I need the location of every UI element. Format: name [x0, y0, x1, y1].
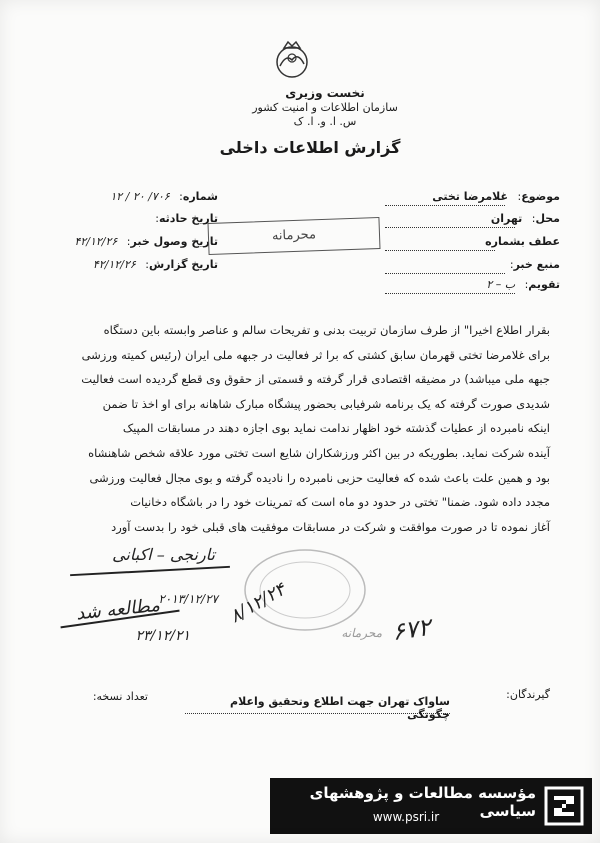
field-label: عطف بشماره — [485, 235, 560, 248]
field-value: ب – ۲ — [486, 278, 516, 291]
body-line: آغاز نموده تا در صورت موافقت و شرکت در مسابقات موفقیت های قبلی خود را بدست آورد — [111, 519, 550, 534]
psri-logo-icon — [544, 786, 584, 826]
header-line-1: نخست وزیری — [285, 86, 365, 100]
field-value: ۴۲/۱۲/۲۶ — [92, 258, 136, 271]
signature-stroke — [70, 566, 230, 576]
recipients-label-cell: گیرندگان: — [506, 688, 550, 701]
field-evaluation: تقویم: ب – ۲ — [486, 278, 560, 291]
field-value: ۴۲/۱۲/۲۶ — [74, 235, 118, 248]
handwritten-note-4: ۲۳/۱۲/۲۱ — [135, 628, 190, 644]
handwritten-note-1: تارنجی – اکبانی — [112, 545, 215, 564]
watermark-background — [270, 778, 592, 834]
field-incident-date: تاریخ حادثه: — [155, 212, 218, 225]
field-underline — [385, 205, 505, 207]
body-line: بقرار اطلاع اخیرا" از طرف سازمان تربیت بدنی و تفریحات سالم و عناصر وابسته باین دستگاه — [103, 323, 550, 337]
handwritten-note-5: مطالعه شد — [75, 594, 161, 625]
handwritten-note-3: ۸/۱۲/۲۴ — [226, 578, 290, 628]
watermark-name: مؤسسه مطالعات و پژوهشهای سیاسی — [309, 784, 536, 820]
field-underline — [385, 250, 495, 252]
field-location: محل: تهران — [490, 212, 560, 225]
copies-label: تعداد نسخه — [96, 690, 148, 703]
faint-stamp-text: محرمانه — [341, 626, 382, 640]
field-reference — [380, 235, 560, 248]
body-line: برای غلامرضا تختی قهرمان سابق کشتی که برا ثر فعالیت در جبهه ملی ایران (رئیس کمیته ورزشی — [81, 347, 550, 362]
field-label: تاریخ گزارش — [148, 258, 218, 271]
field-label: تقویم — [528, 278, 560, 291]
field-underline — [385, 227, 515, 229]
field-label: تاریخ حادثه — [159, 212, 218, 225]
recipients-label: گیرندگان — [509, 688, 550, 701]
institute-watermark — [270, 778, 592, 834]
field-label: شماره — [182, 190, 218, 203]
body-line: بود و همین علت باعث شده که فعالیت حزبی نامبرده را نادیده گرفته و بوی مجال فعالیت ورزشی — [89, 470, 550, 485]
header-line-3: س. ا. و. ا. ک — [293, 115, 357, 128]
field-report-date: تاریخ گزارش: ۴۲/۱۲/۲۶ — [92, 258, 218, 271]
recipients-value: ساواک تهران جهت اطلاع وتحقیق واعلام چگونگی — [230, 695, 450, 721]
field-underline — [385, 293, 515, 295]
side-number: ۶۷۲ — [390, 612, 433, 647]
copies-label-cell: تعداد نسخه: — [92, 690, 148, 703]
field-value: ۷۰۶/ ۲۰ / ۱۲ — [110, 190, 170, 203]
field-source: منبع خبر: — [509, 258, 560, 271]
watermark-url: www.psri.ir — [372, 810, 440, 824]
field-underline — [385, 273, 505, 275]
field-label: موضوع — [521, 190, 560, 203]
report-title: گزارش اطلاعات داخلی — [219, 138, 401, 157]
body-line: اینکه نامبرده از عطیات گذشته خود اظهار ندامت نماید بوی اجازه دهند در مسابقات المپیک — [122, 421, 550, 436]
field-label: تاریخ وصول خبر — [130, 235, 218, 248]
field-receipt-date: تاریخ وصول خبر: ۴۲/۱۲/۲۶ — [74, 235, 218, 248]
body-line: جبهه ملی میباشد) در مضیقه اقتصادی قرار گرفته و قسمتی از حقوق وی قطع گردیده است فعالیت — [81, 372, 550, 387]
field-value: غلامرضا تختی — [432, 190, 509, 203]
field-label: منبع خبر — [513, 258, 560, 271]
body-line: شدیدی صورت گرفته که یک برنامه شرفیابی بحضور پیشگاه مبارک شاهانه برای او اخذ تا ضمن — [102, 396, 550, 411]
confidential-stamp — [207, 217, 380, 255]
lion-and-sun-crest-icon — [270, 38, 314, 82]
recipients-underline — [185, 713, 450, 715]
stamp-text: محرمانه — [271, 227, 317, 244]
field-value: تهران — [490, 212, 523, 225]
header-line-2: سازمان اطلاعات و امنیت کشور — [252, 101, 398, 114]
body-line: مجدد داده شود. ضمنا" تختی در حدود دو ماه است که تمرینات خود را در باشگاه دخانیات — [130, 495, 550, 510]
field-number: شماره: ۷۰۶/ ۲۰ / ۱۲ — [110, 190, 218, 203]
field-label: محل — [535, 212, 560, 225]
handwritten-note-2: ۲۰۱۳/۱۲/۲۷ — [158, 592, 218, 606]
field-subject: موضوع: غلامرضا تختی — [432, 190, 560, 203]
body-line: آینده شرکت نماید. بطوریکه در بین اکثر ورزشکاران شایع است تختی مورد علاقه شخص شاهنشاه — [88, 445, 550, 460]
report-body — [60, 318, 550, 539]
